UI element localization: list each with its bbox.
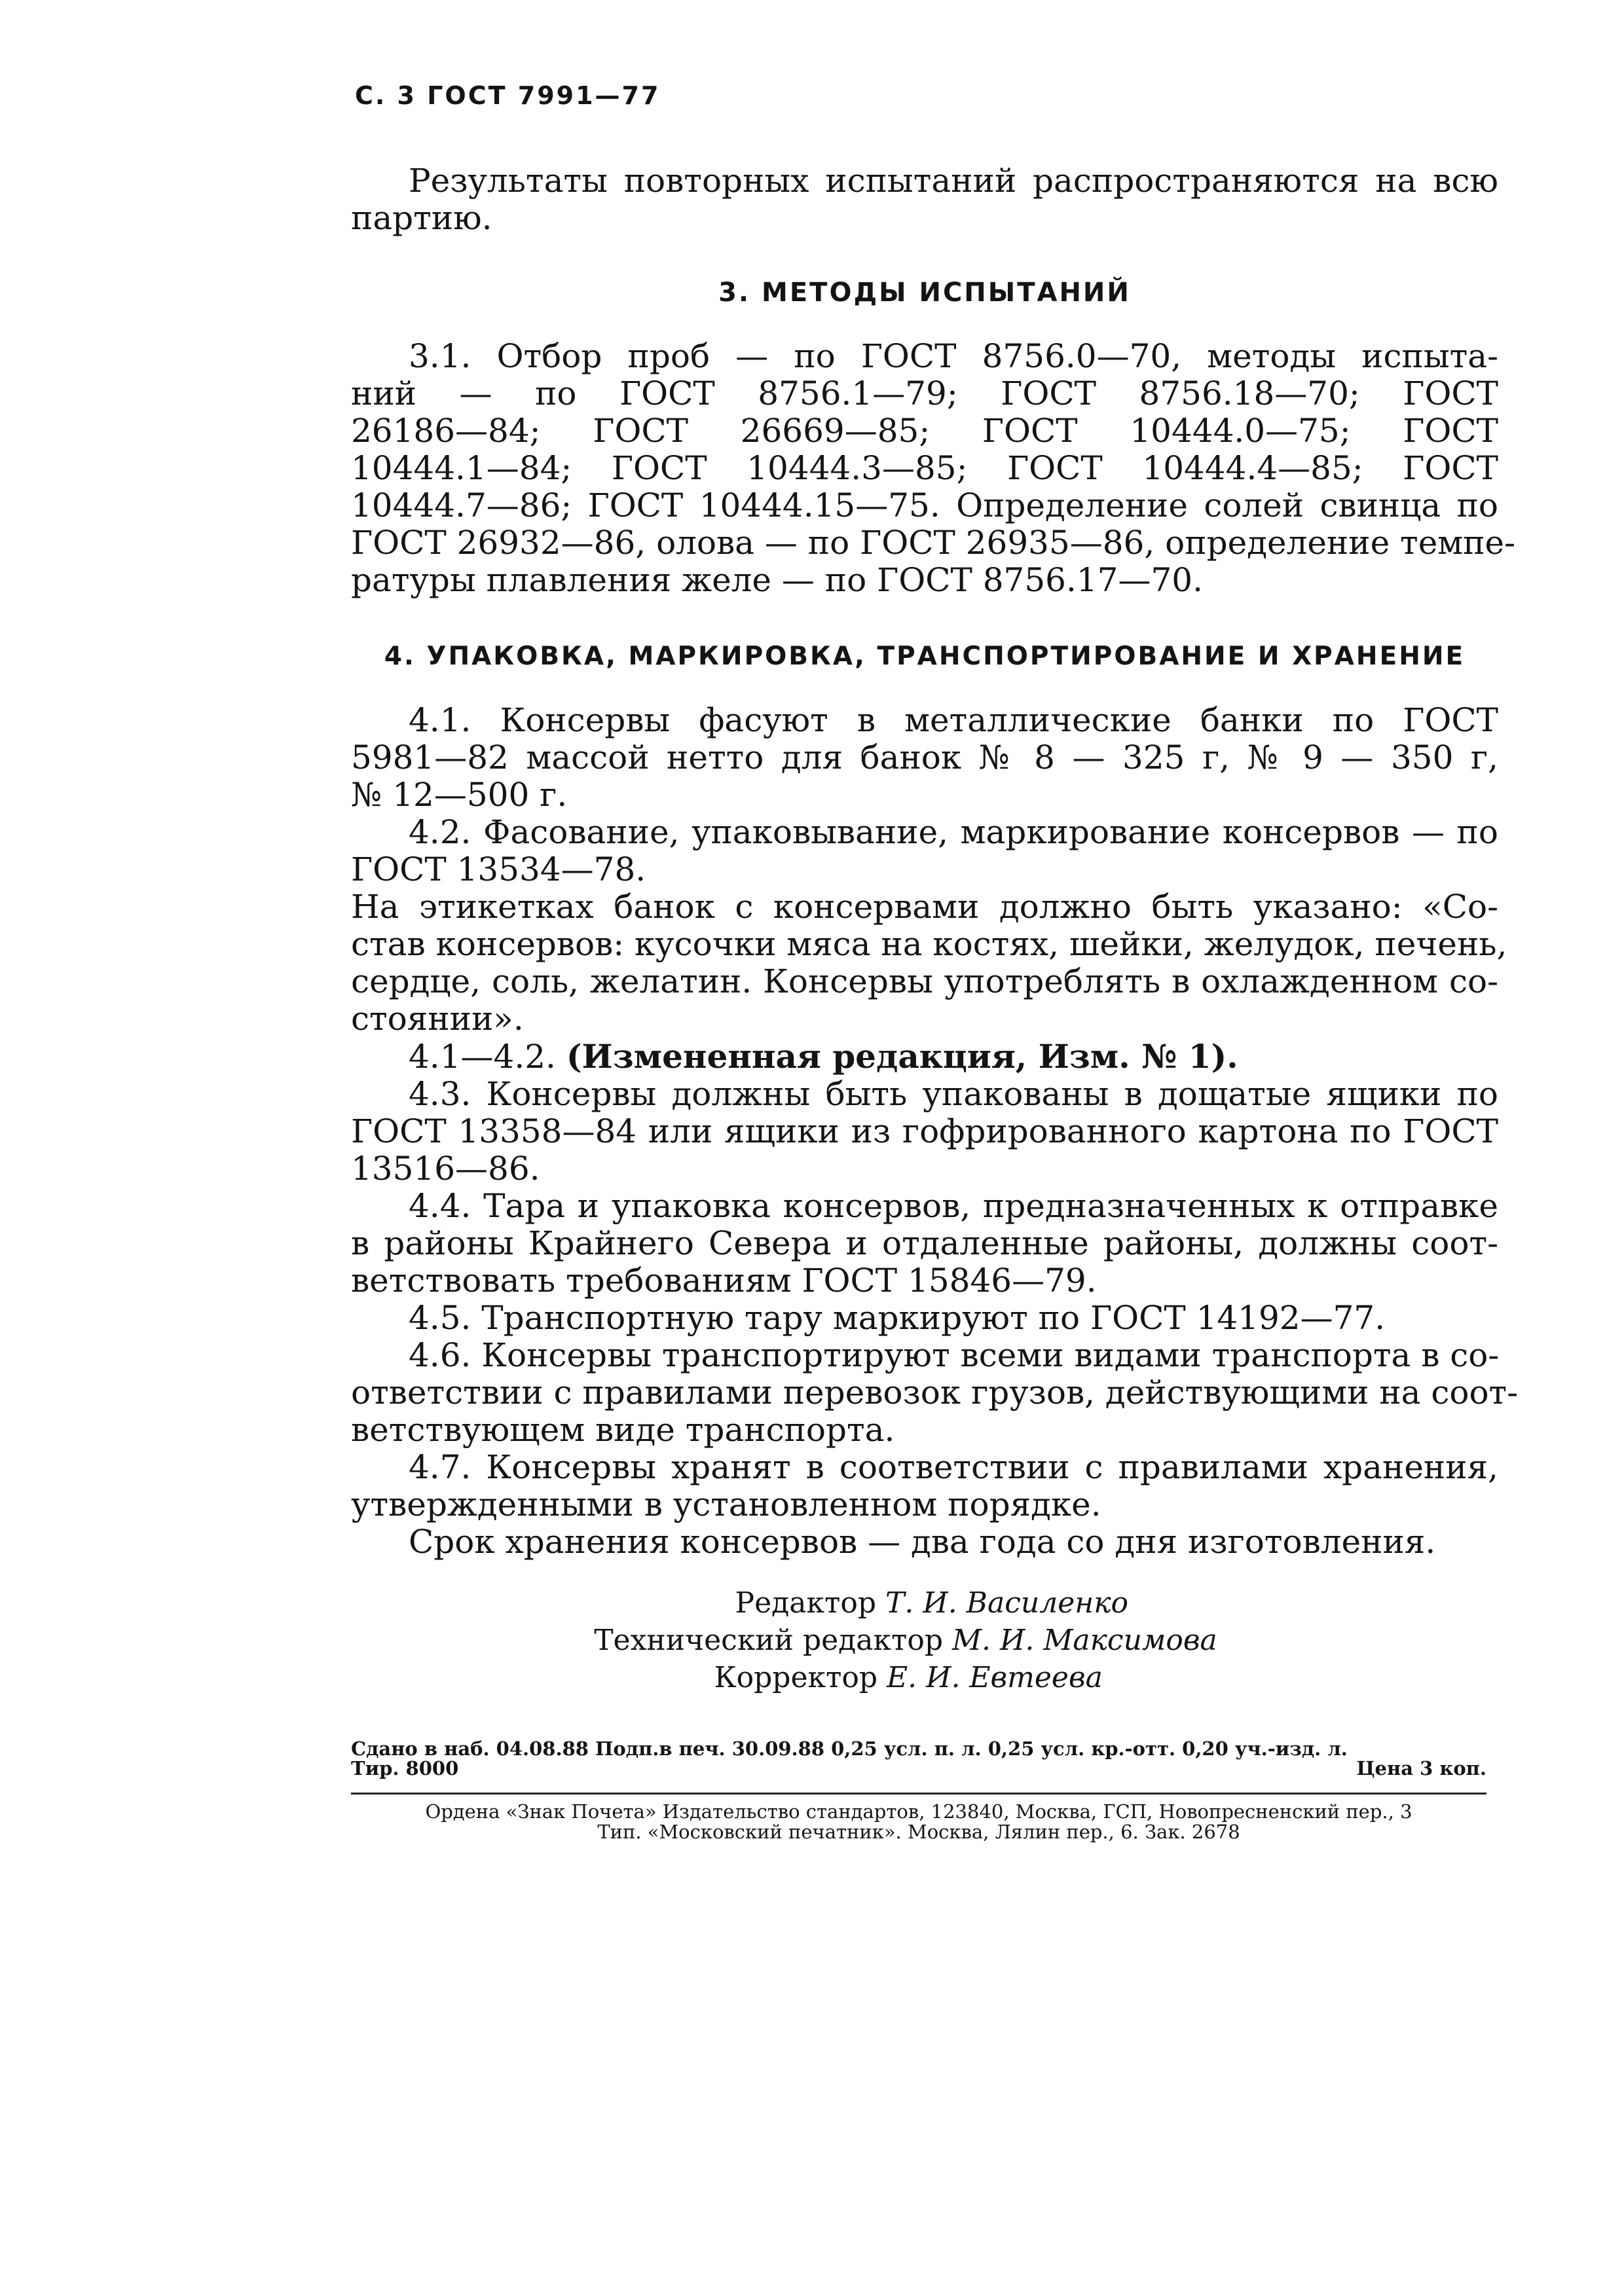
- divider: [351, 1793, 1486, 1795]
- section-3-paragraph: [351, 337, 1516, 599]
- text-line: Срок хранения консервов — два года со дня изготовления.: [409, 1523, 1436, 1561]
- text-line: 4.6. Консервы транспортируют всеми видами транспорта в со-: [409, 1336, 1500, 1374]
- intro-paragraph: [351, 162, 1498, 237]
- amendment-prefix: 4.1—4.2.: [409, 1038, 566, 1076]
- text-line: 4.3. Консервы должны быть упакованы в дощатые ящики по: [409, 1075, 1498, 1113]
- imprint-line-1: Сдано в наб. 04.08.88 Подп.в печ. 30.09.88 0,25 усл. п. л. 0,25 усл. кр.-отт. 0,20 уч.-изд. л.: [351, 1738, 1348, 1760]
- text-line: № 12—500 г.: [351, 776, 568, 814]
- section-4-title: 4. УПАКОВКА, МАРКИРОВКА, ТРАНСПОРТИРОВАНИЕ И ХРАНЕНИЕ: [384, 642, 1466, 671]
- text-line: 13516—86.: [351, 1150, 540, 1188]
- publisher-line: Тип. «Московский печатник». Москва, Лялин пер., 6. Зак. 2678: [597, 1821, 1240, 1843]
- imprint-row: [351, 1739, 1486, 1758]
- imprint-row: [351, 1758, 1486, 1778]
- text-line: сердце, соль, желатин. Консервы употреблять в охлажденном со-: [351, 962, 1498, 1000]
- text-line: ГОСТ 13358—84 или ящики из гофрированного картона по ГОСТ: [351, 1112, 1498, 1150]
- publisher-line: Ордена «Знак Почета» Издательство стандартов, 123840, Москва, ГСП, Новопресненский пер., 3: [425, 1800, 1412, 1823]
- text-line: ГОСТ 26932—86, олова — по ГОСТ 26935—86, определение темпе-: [351, 524, 1516, 562]
- text-line: 26186—84; ГОСТ 26669—85; ГОСТ 10444.0—75; ГОСТ: [351, 412, 1498, 450]
- text-line: ГОСТ 13534—78.: [351, 850, 646, 888]
- text-line: 4.4. Тара и упаковка консервов, предназначенных к отправке: [409, 1187, 1498, 1225]
- text-line: 4.1. Консервы фасуют в металлические банки по ГОСТ: [409, 701, 1498, 739]
- text-line: На этикетках банок с консервами должно быть указано: «Со-: [351, 888, 1498, 926]
- section-3-title: 3. МЕТОДЫ ИСПЫТАНИЙ: [718, 278, 1131, 308]
- text-line: 10444.1—84; ГОСТ 10444.3—85; ГОСТ 10444.4—85; ГОСТ: [351, 449, 1498, 487]
- text-line: ветствующем виде транспорта.: [351, 1411, 895, 1449]
- credit-row: [589, 1584, 1217, 1622]
- credit-role: Редактор: [735, 1586, 876, 1620]
- price: Цена 3 коп.: [1356, 1757, 1486, 1779]
- credits-block: [589, 1584, 1217, 1696]
- section-4-body: [351, 701, 1519, 1561]
- amendment-text: (Измененная редакция, Изм. № 1).: [566, 1037, 1238, 1076]
- credit-name: Т. И. Василенко: [885, 1586, 1129, 1620]
- credit-row: [589, 1659, 1217, 1696]
- publisher-info: [351, 1802, 1486, 1842]
- text-line: Результаты повторных испытаний распространяются на всю: [409, 162, 1498, 200]
- credit-role: Корректор: [714, 1661, 877, 1694]
- text-line: в районы Крайнего Севера и отдаленные районы, должны соот-: [351, 1224, 1498, 1262]
- amendment-note: [351, 1038, 1498, 1076]
- text-line: 5981—82 массой нетто для банок № 8 — 325 г, № 9 — 350 г,: [351, 738, 1498, 776]
- text-line: ответствии с правилами перевозок грузов, действующими на соот-: [351, 1374, 1519, 1412]
- text-line: 4.5. Транспортную тару маркируют по ГОСТ 14192—77.: [409, 1299, 1386, 1337]
- page-header: С. 3 ГОСТ 7991—77: [355, 81, 661, 110]
- text-line: ний — по ГОСТ 8756.1—79; ГОСТ 8756.18—70; ГОСТ: [351, 374, 1498, 412]
- text-line: утвержденными в установленном порядке.: [351, 1485, 1101, 1523]
- text-line: 4.7. Консервы хранят в соответствии с правилами хранения,: [409, 1448, 1498, 1486]
- print-run: Тир. 8000: [351, 1757, 459, 1779]
- credit-name: Е. И. Евтеева: [887, 1661, 1103, 1694]
- credit-role: Технический редактор: [594, 1624, 943, 1657]
- credit-row: [589, 1622, 1217, 1659]
- text-line: стоянии».: [351, 1000, 524, 1038]
- text-line: 10444.7—86; ГОСТ 10444.15—75. Определение солей свинца по: [351, 486, 1498, 524]
- text-line: ратуры плавления желе — по ГОСТ 8756.17—70.: [351, 561, 1204, 599]
- text-line: 3.1. Отбор проб — по ГОСТ 8756.0—70, методы испыта-: [409, 337, 1498, 375]
- text-line: став консервов: кусочки мяса на костях, шейки, желудок, печень,: [351, 925, 1507, 963]
- text-line: 4.2. Фасование, упаковывание, маркирование консервов — по: [409, 813, 1498, 851]
- text-line: ветствовать требованиям ГОСТ 15846—79.: [351, 1262, 1097, 1300]
- credit-name: М. И. Максимова: [952, 1624, 1217, 1657]
- imprint-block: [351, 1739, 1486, 1778]
- text-line: партию.: [351, 199, 492, 237]
